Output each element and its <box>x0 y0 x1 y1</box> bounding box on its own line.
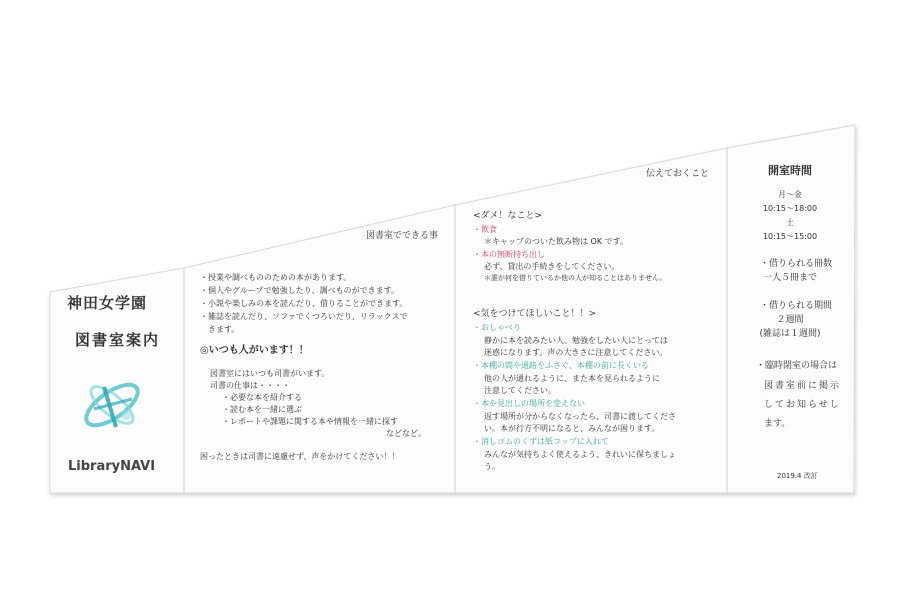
care-item-title: ・本や見出しの場所を変えない <box>473 399 585 408</box>
panel3-heading: 伝えておくこと <box>646 169 710 179</box>
panel2-line: きます。 <box>200 325 240 334</box>
care-heading: <気をつけてほしいこと！！> <box>473 309 597 319</box>
care-item-desc: みんなが気持ちよく使えるよう、きれいに保ちましょ <box>484 450 676 459</box>
panel2-line: ・個人やグループで勉強したり、調べものができます。 <box>200 286 399 295</box>
care-item-title: ・おしゃべり <box>473 323 521 332</box>
dont-item-desc: ＊キャップのついた飲み物は OK です。 <box>484 237 628 246</box>
closure-line: 図書室前に掲示 <box>764 381 842 391</box>
care-item-desc: 迷惑になります。声の大きさに注意してください。 <box>484 348 668 357</box>
panel2-line: ・雑誌を読んだり、ソファでくつろいだり、リラックスで <box>200 312 408 321</box>
borrow-period-line: ２週間 <box>776 315 804 325</box>
school-name: 神田女学園 <box>67 294 148 312</box>
borrow-period-line: (雑誌は１週間) <box>759 329 821 339</box>
care-item-title: ・本棚の間や通路をふさぐ、本棚の前に長くいる <box>473 361 649 370</box>
closure-line: ・臨時閉室の場合は <box>756 361 838 371</box>
closure-line: してお知らせし <box>764 400 841 410</box>
panel2-line: ・授業や調べもののための本があります。 <box>200 273 352 282</box>
care-item-desc: い。本が行方不明になると、みんなが困ります。 <box>484 424 660 433</box>
panel2-line: ・小説や楽しみの本を読んだり、借りることができます。 <box>200 299 408 308</box>
librarian-line: ・レポートや課題に関する本や情報を一緒に探す <box>222 417 398 426</box>
leaflet-title: 図書室案内 <box>75 331 161 349</box>
paper-shape <box>50 125 855 493</box>
dont-item-title: ・本の無断持ち出し <box>473 250 545 259</box>
brand-name: LibraryNAVI <box>68 459 156 474</box>
care-item-desc: 静かに本を読みたい人、勉強をしたい人にとっては <box>484 336 668 345</box>
borrow-count-line: 一人５冊まで <box>762 273 817 283</box>
care-item-title: ・消しゴムのくずは紙コップに入れて <box>473 437 609 446</box>
librarian-heading: ◎いつも人がいます！！ <box>200 345 309 356</box>
care-item-desc: 返す場所が分からなくなったら、司書に渡してくださ <box>484 412 676 421</box>
hours-line: 土 <box>786 218 794 227</box>
librarian-line: 司書の仕事は・・・・ <box>210 381 290 390</box>
closure-line: ます。 <box>764 419 791 429</box>
hours-line: 10:15～18:00 <box>762 204 818 213</box>
panel2-heading: 図書室でできる事 <box>366 231 439 241</box>
borrow-count-line: ・借りられる冊数 <box>760 259 833 269</box>
panel2-footer: 困ったときは司書に遠慮せず、声をかけてください！！ <box>200 452 400 461</box>
librarian-line: 図書室にはいつも司書がいます。 <box>210 369 330 378</box>
care-item-desc: う。 <box>484 462 500 471</box>
dont-item-title: ・飲食 <box>473 225 497 234</box>
dont-item-desc: 必ず、貸出の手続きをしてください。 <box>484 262 620 271</box>
librarian-line: ・読む本を一緒に選ぶ <box>222 405 302 414</box>
hours-line: 10:15～15:00 <box>762 232 818 241</box>
care-item-desc: 他の人が通れるように、また本を見られるように <box>484 374 660 383</box>
hours-line: 月～金 <box>778 190 802 199</box>
care-item-desc: 注意してください。 <box>484 386 556 395</box>
hours-heading: 開室時間 <box>768 164 812 177</box>
dont-item-desc: ＊誰が何を借りているか他の人が知ることはありません。 <box>484 274 667 282</box>
librarian-line: ・必要な本を紹介する <box>222 393 302 402</box>
librarian-line: などなど。 <box>386 429 426 438</box>
revision-date: 2019.4 改訂 <box>777 472 818 480</box>
borrow-period-line: ・借りられる期間 <box>760 301 833 311</box>
dont-heading: <ダメ！なこと> <box>473 211 543 221</box>
